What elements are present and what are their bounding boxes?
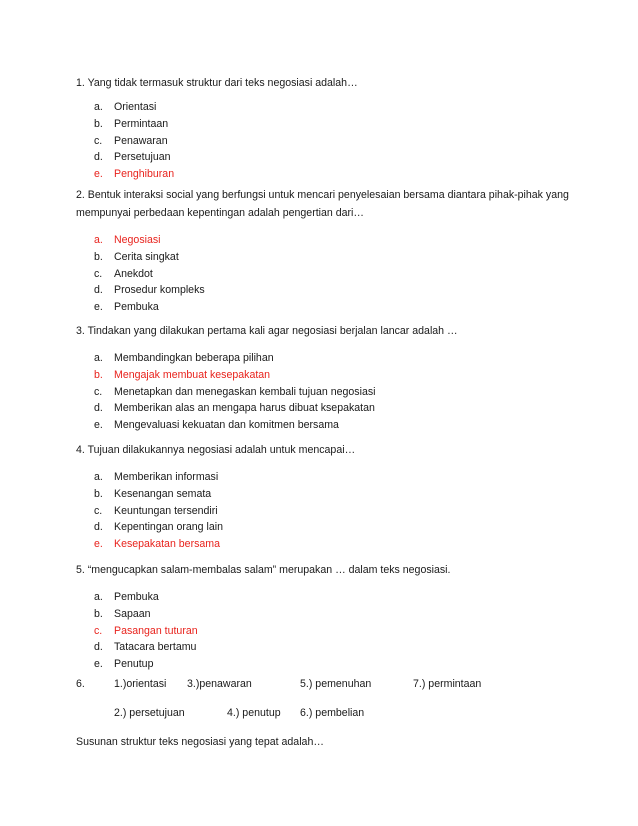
question-text: 4. Tujuan dilakukannya negosiasi adalah untuk mencapai…: [76, 444, 356, 456]
question-4: [76, 441, 598, 553]
option-letter: c.: [94, 624, 103, 637]
option-letter: b.: [94, 487, 103, 500]
option-text: Memberikan informasi: [114, 471, 219, 483]
options-list: [76, 232, 598, 316]
option-text: Anekdot: [114, 267, 153, 280]
question-text: 2. Bentuk interaksi social yang berfungsi untuk mencari penyelesaian bersama diantara pihak-pihak yang mempunyai perbedaan kepentingan adalah pengertian dari…: [76, 189, 569, 219]
option-letter: b.: [94, 607, 103, 620]
option-letter: a.: [94, 234, 103, 246]
option-d: [94, 149, 598, 166]
item-pemenuhan: 5.) pemenuhan: [300, 678, 372, 690]
option-letter: b.: [94, 117, 103, 130]
option-letter: a.: [94, 352, 103, 364]
option-text: Keuntungan tersendiri: [114, 504, 218, 517]
option-text: Memberikan alas an mengapa harus dibuat ksepakatan: [114, 402, 375, 415]
option-text: Membandingkan beberapa pilihan: [114, 352, 274, 364]
option-d: [94, 519, 598, 536]
option-c: [94, 133, 598, 150]
option-text: Cerita singkat: [114, 250, 179, 263]
option-a: [94, 350, 598, 367]
option-letter: d.: [94, 521, 103, 534]
question-text: 5. “mengucapkan salam-membalas salam” merupakan … dalam teks negosiasi.: [76, 564, 451, 576]
item-penawaran: 3.)penawaran: [187, 678, 252, 690]
option-d: [94, 639, 598, 656]
option-text: Kepentingan orang lain: [114, 521, 223, 534]
question-6-prompt: [76, 733, 598, 751]
option-letter: a.: [94, 471, 103, 483]
option-letter: b.: [94, 368, 103, 381]
item-orientasi: 1.)orientasi: [114, 678, 167, 690]
question-text: 1. Yang tidak termasuk struktur dari teks negosiasi adalah…: [76, 77, 358, 89]
option-letter: a.: [94, 101, 103, 113]
option-letter: e.: [94, 301, 103, 314]
option-text: Tatacara bertamu: [114, 641, 197, 654]
question-text: Susunan struktur teks negosiasi yang tepat adalah…: [76, 736, 324, 748]
option-a: [94, 232, 598, 249]
option-letter: c.: [94, 134, 103, 147]
question-1: [76, 74, 598, 183]
item-penutup: 4.) penutup: [227, 707, 281, 719]
option-e: [94, 536, 598, 553]
option-text: Negosiasi: [114, 234, 161, 246]
option-text: Pembuka: [114, 591, 159, 603]
option-letter: d.: [94, 402, 103, 415]
option-b: [94, 367, 598, 384]
option-letter: c.: [94, 385, 103, 398]
option-letter: d.: [94, 641, 103, 654]
option-a: [94, 589, 598, 606]
option-text: Mengajak membuat kesepakatan: [114, 368, 271, 381]
item-permintaan: 7.) permintaan: [413, 678, 482, 690]
option-text: Kesenangan semata: [114, 487, 212, 500]
option-e: [94, 417, 598, 434]
option-text: Mengevaluasi kekuatan dan komitmen bersama: [114, 419, 339, 432]
option-text: Prosedur kompleks: [114, 284, 205, 297]
option-e: [94, 166, 598, 183]
option-letter: c.: [94, 504, 103, 517]
item-persetujuan: 2.) persetujuan: [114, 707, 185, 719]
option-text: Penutup: [114, 658, 154, 671]
option-e: [94, 656, 598, 673]
option-d: [94, 282, 598, 299]
option-b: [94, 606, 598, 623]
question-2: [76, 186, 598, 316]
option-text: Permintaan: [114, 117, 169, 130]
option-d: [94, 400, 598, 417]
option-letter: c.: [94, 267, 103, 280]
option-letter: e.: [94, 419, 103, 432]
option-letter: d.: [94, 151, 103, 164]
question-number: 6.: [76, 678, 85, 690]
option-letter: a.: [94, 591, 103, 603]
options-list: [76, 350, 598, 434]
option-text: Pasangan tuturan: [114, 624, 198, 637]
option-letter: d.: [94, 284, 103, 297]
options-list: [76, 99, 598, 183]
option-text: Penawaran: [114, 134, 168, 147]
option-a: [94, 469, 598, 486]
option-a: [94, 99, 598, 116]
option-text: Pembuka: [114, 301, 159, 314]
question-3: [76, 322, 598, 434]
option-letter: e.: [94, 538, 103, 551]
question-text: 3. Tindakan yang dilakukan pertama kali agar negosiasi berjalan lancar adalah …: [76, 325, 458, 337]
option-text: Persetujuan: [114, 151, 171, 164]
options-list: [76, 589, 598, 673]
option-text: Orientasi: [114, 101, 157, 113]
option-text: Penghiburan: [114, 168, 175, 181]
item-pembelian: 6.) pembelian: [300, 707, 365, 719]
option-text: Sapaan: [114, 607, 151, 620]
option-c: [94, 384, 598, 401]
option-letter: e.: [94, 168, 103, 181]
option-c: [94, 503, 598, 520]
option-letter: e.: [94, 658, 103, 671]
options-list: [76, 469, 598, 553]
option-c: [94, 266, 598, 283]
question-5: [76, 561, 598, 673]
option-e: [94, 299, 598, 316]
option-text: Kesepakatan bersama: [114, 538, 221, 551]
option-b: [94, 486, 598, 503]
option-b: [94, 249, 598, 266]
option-b: [94, 116, 598, 133]
option-letter: b.: [94, 250, 103, 263]
option-text: Menetapkan dan menegaskan kembali tujuan negosiasi: [114, 385, 376, 398]
option-c: [94, 623, 598, 640]
